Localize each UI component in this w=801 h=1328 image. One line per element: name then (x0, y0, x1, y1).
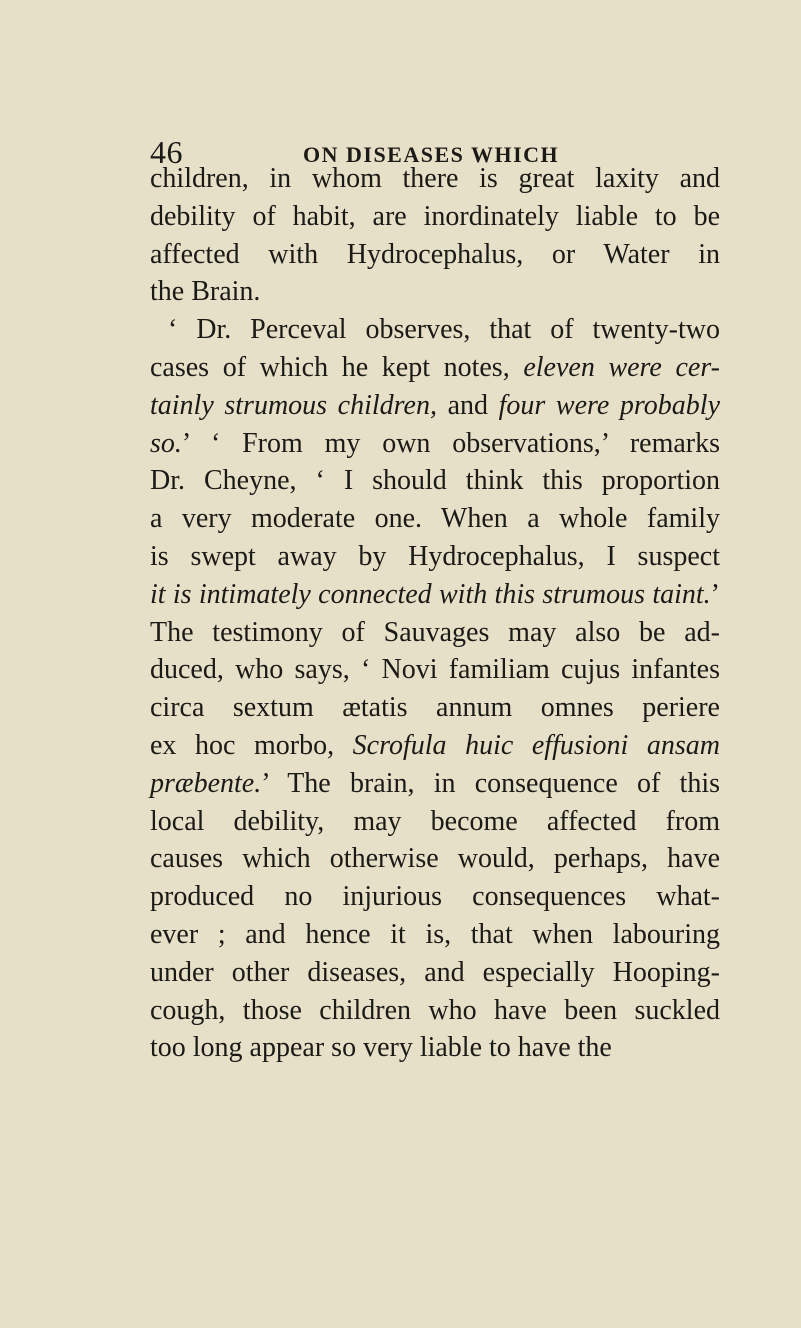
running-title: ON DISEASES WHICH (303, 142, 560, 167)
text-line (150, 198, 720, 236)
text-segment: debility of habit, are inordinately liable to be (150, 200, 720, 232)
text-line (150, 689, 720, 727)
text-line (150, 916, 720, 954)
text-line (150, 311, 720, 349)
text-segment: causes which otherwise would, perhaps, have (150, 843, 720, 875)
text-line (150, 462, 720, 500)
text-segment: and (436, 389, 499, 421)
text-line (150, 576, 720, 614)
text-line (150, 727, 720, 765)
italic-text: præbente. (150, 767, 262, 799)
text-segment: ’ The brain, in consequence of this (261, 767, 720, 799)
text-line (150, 387, 720, 425)
text-segment: The testimony of Sauvages may also be ad- (150, 616, 720, 648)
text-line (150, 878, 720, 916)
text-segment: cough, those children who have been suckled (150, 994, 720, 1026)
italic-text: eleven were cer- (523, 351, 720, 383)
text-line (150, 1029, 720, 1067)
italic-text: Scrofula huic effusioni ansam (352, 729, 720, 761)
text-line (150, 803, 720, 841)
text-segment: a very moderate one. When a whole family (150, 503, 720, 535)
text-segment: produced no injurious consequences what- (150, 881, 720, 913)
text-line (150, 236, 720, 274)
text-line (150, 840, 720, 878)
text-line (150, 992, 720, 1030)
text-line (150, 614, 720, 652)
text-segment: cases of which he kept notes, (150, 351, 524, 383)
text-segment: local debility, may become affected from (150, 805, 720, 837)
text-segment: affected with Hydrocephalus, or Water in (150, 238, 720, 270)
text-line (150, 273, 720, 311)
text-segment: ever ; and hence it is, that when labouring (150, 918, 720, 950)
italic-text: it is intimately connected with this strumous taint. (150, 578, 711, 610)
text-line (150, 538, 720, 576)
text-segment: under other diseases, and especially Hooping- (150, 956, 720, 988)
text-line (150, 500, 720, 538)
text-line (150, 425, 720, 463)
italic-text: four were probably (498, 389, 720, 421)
text-line (150, 765, 720, 803)
text-segment: duced, who says, ‘ Novi familiam cujus infantes (150, 654, 720, 686)
italic-text: tainly strumous children, (150, 389, 437, 421)
page-number: 46 (150, 134, 183, 170)
text-segment: ’ (710, 578, 720, 610)
text-line (150, 651, 720, 689)
text-segment: ’ ‘ From my own observations,’ remarks (181, 427, 720, 459)
text-segment: the Brain. (150, 276, 261, 308)
text-segment: too long appear so very liable to have the (150, 1032, 612, 1064)
text-segment: Dr. Cheyne, ‘ I should think this proportion (150, 465, 720, 497)
text-segment: ‘ Dr. Perceval observes, that of twenty-two (168, 314, 720, 346)
text-segment: children, in whom there is great laxity and (150, 163, 720, 194)
body-text (150, 160, 720, 1067)
text-segment: circa sextum ætatis annum omnes periere (150, 692, 720, 724)
text-line (150, 160, 720, 198)
text-segment: ex hoc morbo, (150, 729, 353, 761)
text-segment: is swept away by Hydrocephalus, I suspect (150, 540, 720, 572)
italic-text: so. (150, 427, 182, 459)
text-line (150, 954, 720, 992)
text-line (150, 349, 720, 387)
